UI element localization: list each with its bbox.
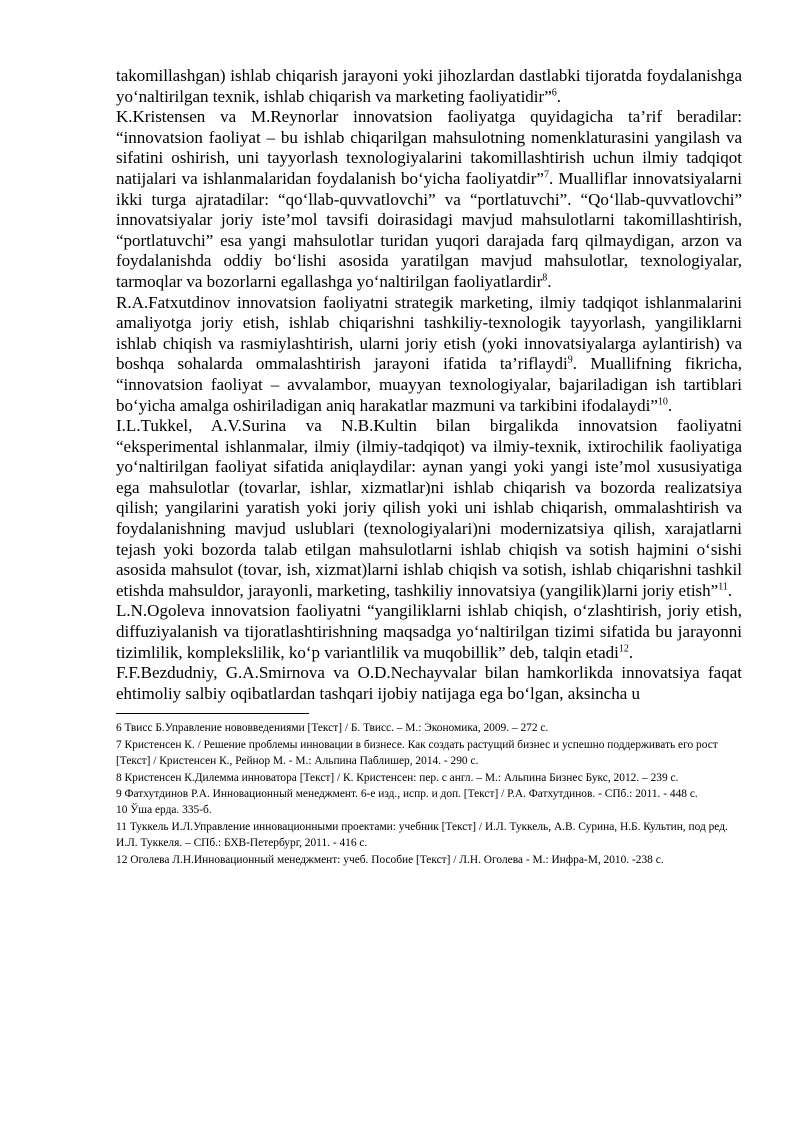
footnote: 11 Туккель И.Л.Управление инновационными проектами: учебник [Текст] / И.Л. Туккель, А.В. Сурина, Н.Б. Культин, под ред. И.Л. Туккеля. – СПб.: БХВ-Петербург, 2011. - 416 с. xyxy=(116,820,728,850)
footnote-reference: 7 xyxy=(543,169,549,181)
footnote-reference: 10 xyxy=(657,395,668,407)
paragraph-text: . Muallifning fikricha, “innovatsion faoliyat – avvalambor, muayyan texnologiyalar, bajariladigan ish tartiblari bo‘yicha amalga oshiriladigan aniq harakatlar mazmuni va tarkibini ifodalaydi” xyxy=(116,354,742,415)
footnote: 10 Ўша ерда. 335-б. xyxy=(116,804,212,817)
paragraph-text: I.L.Tukkel, A.V.Surina va N.B.Kultin bilan birgalikda innovatsion faoliyatni “eksperimental ishlanmalar, ilmiy (ilmiy-tadqiqot) va ilmiy-texnik, ixtirochilik faoliyatiga yo‘naltirilgan faoliyat sifatida aniqlaydilar: aynan yangi yoki yangi iste’mol xususiyatiga ega mahsulotlar (tovarlar, ishlar, xizmatlar)ni ishlab chiqarish va bozorda realizatsiya qilish; yangilarini yaratish yoki joriy qilish yoki uni ishlab chiqarish, ommalashtirish va foydalanishning mavjud uslublari (texnologiyalari)ni modernizatsiya qilish, xarajatlarni tejash yoki bozorda talab etilgan mahsulotlarni ishlab chiqish va sotish hajmini o‘sishi asosida mahsulot (tovar, ish, xizmat)larni ishlab chiqish va sotish, ishlab chiqarishni tashkil etishda mahsuldor, jarayonli, marketing, tashkiliy innovatsiya (yangilik)larni joriy etish” xyxy=(116,416,742,600)
paragraph-text: . xyxy=(547,271,552,291)
body-paragraph xyxy=(116,66,742,107)
paragraph-text: . xyxy=(667,395,673,415)
body-text xyxy=(116,66,742,704)
footnote: 12 Оголева Л.Н.Инновационный менеджмент: учеб. Пособие [Текст] / Л.Н. Оголева - М.: Инфра-М, 2010. -238 с. xyxy=(116,853,664,866)
body-paragraph xyxy=(116,601,742,663)
footnote: 7 Кристенсен К. / Решение проблемы инновации в бизнесе. Как создать растущий бизнес и успешно поддерживать его рост [Текст] / Кристенсен К., Рейнор М. - М.: Альпина Паблишер, 2014. - 290 с. xyxy=(116,738,718,768)
paragraph-text: takomillashgan) ishlab chiqarish jarayoni yoki jihozlardan dastlabki tijoratda foydalanishga yo‘naltirilgan texnik, ishlab chiqarish va marketing faoliyatidir” xyxy=(116,66,742,106)
paragraph-text: . Mualliflar innovatsiyalarni ikki turga ajratadilar: “qo‘llab-quvvatlovchi” va “portlatuvchi”. “Qo‘llab-quvvatlovchi” innovatsiyalar joriy iste’mol tavsifi doirasidagi mavjud mahsulotlarni takomillashtirish, “portlatuvchi” esa yangi mahsulotlar turidan yuqori darajada farq qilmaydigan, arzon va foydalanishda oddiy bo‘lishi asosida yaratilgan mavjud mahsulotlar, texnologiyalar, tarmoqlar va bozorlarni egallashga yo‘naltirilgan faoliyatlardir xyxy=(116,168,742,291)
footnote: 9 Фатхутдинов Р.А. Инновационный менеджмент. 6-е изд., испр. и доп. [Текст] / Р.А. Фатхутдинов. - СПб.: 2011. - 448 с. xyxy=(116,788,698,801)
paragraph-text: R.A.Fatxutdinov innovatsion faoliyatni strategik marketing, ilmiy tadqiqot ishlanmalarini amaliyotga joriy etish, ishlab chiqarishni tashkiliy-texnologik tayyorlash, yangiliklarni ishlab chiqish va rasmiylashtirish, ularni joriy etish (yoki innovatsiyalarga aylantirish) va boshqa sohalarda ommalashtirish jarayoni ifatida ta’riflaydi xyxy=(116,292,742,374)
footnote-separator xyxy=(116,713,309,714)
footnotes xyxy=(116,720,742,868)
paragraph-text: . xyxy=(628,642,634,662)
body-paragraph xyxy=(116,663,742,704)
paragraph-text: F.F.Bezdudniy, G.A.Smirnova va O.D.Nechayvalar bilan hamkorlikda innovatsiya faqat ehtimoliy salbiy oqibatlardan tashqari ijobiy natijaga ega bo‘lgan, aksincha u xyxy=(116,663,742,703)
footnote-reference: 9 xyxy=(567,354,573,366)
footnote-reference: 6 xyxy=(551,86,557,98)
footnote-reference: 11 xyxy=(718,581,728,593)
body-paragraph xyxy=(116,416,742,601)
paragraph-text: . xyxy=(556,86,561,106)
footnote-reference: 8 xyxy=(542,272,548,284)
document-page xyxy=(116,66,742,868)
body-paragraph xyxy=(116,107,742,292)
footnote-reference: 12 xyxy=(618,642,629,654)
body-paragraph xyxy=(116,293,742,417)
paragraph-text: . xyxy=(727,580,733,600)
footnote: 6 Твисс Б.Управление нововведениями [Текст] / Б. Твисс. – М.: Экономика, 2009. – 272 с. xyxy=(116,722,549,735)
paragraph-text: K.Kristensen va M.Reynorlar innovatsion faoliyatga quyidagicha ta’rif beradilar: “innovatsion faoliyat – bu ishlab chiqarilgan mahsulotning nomenklaturasini yangilash va sifatini oshirish, uni tayyorlash texnologiyalarini takomillashtirish uchun ilmiy tadqiqot natijalari va ishlanmalaridan foydalanish bo‘yicha faoliyatdir” xyxy=(116,107,742,188)
footnote: 8 Кристенсен К.Дилемма инноватора [Текст] / К. Кристенсен: пер. с англ. – М.: Альпина Бизнес Букс, 2012. – 239 с. xyxy=(116,771,679,784)
paragraph-text: L.N.Ogoleva innovatsion faoliyatni “yangiliklarni ishlab chiqish, o‘zlashtirish, joriy etish, diffuziyalanish va tijoratlashtirishning maqsadga yo‘naltirilgan tizimi sifatida bu jarayonni tizimlilik, komplekslilik, ko‘p variantlilik va muqobillik” deb, talqin etadi xyxy=(116,601,742,662)
